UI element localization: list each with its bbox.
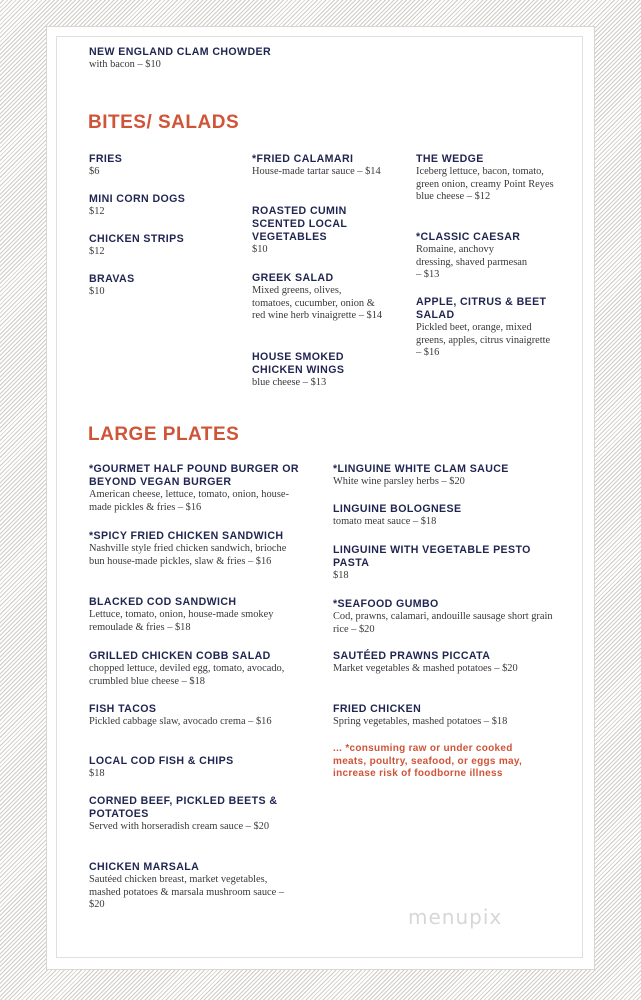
menu-item <box>333 650 548 676</box>
menu-item <box>89 795 294 834</box>
item-desc: $12 <box>89 246 105 257</box>
menu-item <box>89 153 239 179</box>
item-name: *SEAFOOD GUMBO <box>333 598 439 610</box>
item-desc: White wine parsley herbs – $20 <box>333 476 465 487</box>
item-name: HOUSE SMOKED CHICKEN WINGS <box>252 351 345 376</box>
menu-item <box>89 530 304 568</box>
item-name: *LINGUINE WHITE CLAM SAUCE <box>333 463 509 475</box>
item-desc: Market vegetables & mashed potatoes – $20 <box>333 663 518 674</box>
item-name: BLACKED COD SANDWICH <box>89 596 237 608</box>
item-name: CHICKEN MARSALA <box>89 861 200 873</box>
menu-item <box>333 463 553 489</box>
item-desc: Served with horseradish cream sauce – $20 <box>89 821 270 832</box>
menu-item <box>252 272 384 323</box>
menu-item <box>89 233 239 259</box>
item-name: *CLASSIC CAESAR <box>416 231 521 243</box>
item-name: FRIED CHICKEN <box>333 703 422 715</box>
menu-item-clam-chowder <box>89 46 389 72</box>
item-desc: Pickled cabbage slaw, avocado crema – $16 <box>89 716 272 727</box>
item-name: CORNED BEEF, PICKLED BEETS & POTATOES <box>89 795 278 820</box>
item-desc: blue cheese – $13 <box>252 377 327 388</box>
item-name: MINI CORN DOGS <box>89 193 186 205</box>
item-desc: $6 <box>89 166 100 177</box>
item-desc: Nashville style fried chicken sandwich, brioche bun house-made pickles, slaw & fries – $16 <box>89 543 287 567</box>
item-name: GREEK SALAD <box>252 272 334 284</box>
item-desc: Sautéed chicken breast, market vegetables, mashed potatoes & marsala mushroom sauce – $20 <box>89 874 285 911</box>
item-name: APPLE, CITRUS & BEET SALAD <box>416 296 547 321</box>
food-safety-notice: ... *consuming raw or under cooked meats, poultry, seafood, or eggs may, increase risk of foodborne illness <box>333 743 523 779</box>
item-desc: $12 <box>89 206 105 217</box>
item-desc: $10 <box>252 244 268 255</box>
item-desc: Lettuce, tomato, onion, house-made smokey remoulade & fries – $18 <box>89 609 274 633</box>
menu-item <box>89 463 304 514</box>
menu-item <box>333 503 553 529</box>
item-desc: $10 <box>89 286 105 297</box>
item-name: SAUTÉED PRAWNS PICCATA <box>333 650 491 662</box>
item-name: ROASTED CUMIN SCENTED LOCAL VEGETABLES <box>252 205 348 243</box>
menu-item <box>333 598 558 636</box>
item-desc: with bacon – $10 <box>89 59 161 70</box>
item-desc: $18 <box>333 570 349 581</box>
menu-item <box>89 273 239 299</box>
item-name: LINGUINE BOLOGNESE <box>333 503 462 515</box>
item-desc: Mixed greens, olives, tomatoes, cucumber, onion & red wine herb vinaigrette – $14 <box>252 285 383 322</box>
item-desc: Romaine, anchovy dressing, shaved parmesan – $13 <box>416 244 528 281</box>
menu-item <box>416 153 556 204</box>
menu-item <box>416 231 531 282</box>
item-name: GRILLED CHICKEN COBB SALAD <box>89 650 271 662</box>
item-name: LINGUINE WITH VEGETABLE PESTO PASTA <box>333 544 531 569</box>
item-desc: House-made tartar sauce – $14 <box>252 166 381 177</box>
menu-item <box>252 153 388 179</box>
menu-item <box>89 193 239 219</box>
item-name: *FRIED CALAMARI <box>252 153 354 165</box>
item-name: BRAVAS <box>89 273 135 285</box>
menu-item <box>252 351 370 390</box>
item-desc: Pickled beet, orange, mixed greens, apples, citrus vinaigrette – $16 <box>416 322 551 359</box>
menu-item <box>89 861 294 912</box>
section-title-bites-salads: BITES/ SALADS <box>88 112 240 133</box>
item-name: FISH TACOS <box>89 703 157 715</box>
menu-item <box>333 544 553 583</box>
item-name: THE WEDGE <box>416 153 484 165</box>
menu-item <box>416 296 556 360</box>
watermark-logo: menupix <box>408 905 503 929</box>
menu-item <box>89 596 289 634</box>
item-desc: American cheese, lettuce, tomato, onion, house-made pickles & fries – $16 <box>89 489 289 513</box>
menu-item <box>89 703 304 729</box>
menu-item <box>252 205 370 257</box>
item-name: *SPICY FRIED CHICKEN SANDWICH <box>89 530 284 542</box>
item-desc: chopped lettuce, deviled egg, tomato, avocado, crumbled blue cheese – $18 <box>89 663 285 687</box>
item-desc: $18 <box>89 768 105 779</box>
item-desc: tomato meat sauce – $18 <box>333 516 437 527</box>
menu-item <box>333 703 558 729</box>
item-desc: Spring vegetables, mashed potatoes – $18 <box>333 716 508 727</box>
menu-item <box>89 650 294 688</box>
menu-item <box>89 755 304 781</box>
item-name: NEW ENGLAND CLAM CHOWDER <box>89 46 272 58</box>
section-title-large-plates: LARGE PLATES <box>88 424 240 445</box>
item-desc: Iceberg lettuce, bacon, tomato, green onion, creamy Point Reyes blue cheese – $12 <box>416 166 554 203</box>
item-name: LOCAL COD FISH & CHIPS <box>89 755 234 767</box>
item-name: *GOURMET HALF POUND BURGER OR BEYOND VEGAN BURGER <box>89 463 299 488</box>
item-desc: Cod, prawns, calamari, andouille sausage short grain rice – $20 <box>333 611 553 635</box>
item-name: CHICKEN STRIPS <box>89 233 185 245</box>
item-name: FRIES <box>89 153 123 165</box>
